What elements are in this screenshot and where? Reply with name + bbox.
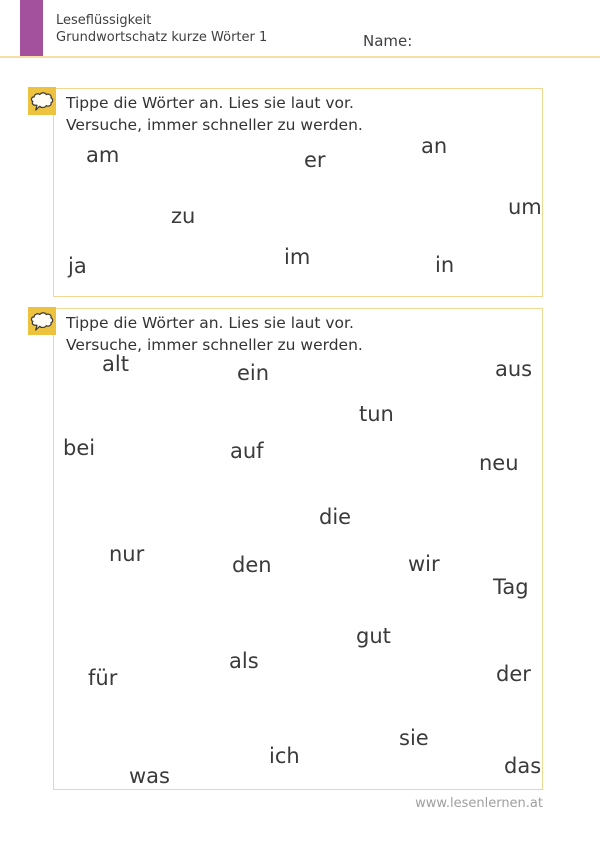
word-nur[interactable]: nur: [109, 542, 145, 566]
word-box-1: [53, 88, 543, 297]
speech-bubble-icon: [28, 307, 56, 335]
word-bei[interactable]: bei: [63, 436, 96, 460]
word-die[interactable]: die: [319, 505, 352, 529]
word-ich[interactable]: ich: [269, 744, 300, 768]
instruction-line-1: Tippe die Wörter an. Lies sie laut vor.: [66, 94, 354, 112]
instruction-line-2: Versuche, immer schneller zu werden.: [66, 336, 363, 354]
word-alt[interactable]: alt: [102, 352, 129, 376]
word-aus[interactable]: aus: [495, 357, 533, 381]
word-den[interactable]: den: [232, 553, 272, 577]
instruction-line-1: Tippe die Wörter an. Lies sie laut vor.: [66, 314, 354, 332]
word-im[interactable]: im: [284, 245, 311, 269]
word-ja[interactable]: ja: [68, 254, 87, 278]
word-Tag[interactable]: Tag: [493, 575, 529, 599]
word-der[interactable]: der: [496, 662, 531, 686]
word-was[interactable]: was: [129, 764, 170, 788]
word-neu[interactable]: neu: [479, 451, 519, 475]
word-wir[interactable]: wir: [408, 552, 440, 576]
word-field-2: [54, 309, 542, 789]
word-das[interactable]: das: [504, 754, 542, 778]
word-auf[interactable]: auf: [230, 439, 264, 463]
header-titles: [56, 12, 267, 46]
word-als[interactable]: als: [229, 649, 259, 673]
accent-bar: [20, 0, 43, 56]
word-er[interactable]: er: [304, 148, 326, 172]
word-zu[interactable]: zu: [171, 204, 196, 228]
word-in[interactable]: in: [435, 253, 455, 277]
instruction-line-2: Versuche, immer schneller zu werden.: [66, 116, 363, 134]
header-divider: [0, 56, 600, 58]
word-ein[interactable]: ein: [237, 361, 270, 385]
word-gut[interactable]: gut: [356, 624, 391, 648]
name-label: Name:: [363, 32, 413, 50]
word-tun[interactable]: tun: [359, 402, 394, 426]
word-am[interactable]: am: [86, 143, 120, 167]
worksheet-title: Grundwortschatz kurze Wörter 1: [56, 30, 268, 45]
speech-bubble-icon: [28, 87, 56, 115]
word-für[interactable]: für: [88, 666, 118, 690]
word-an[interactable]: an: [421, 134, 448, 158]
word-field-1: [54, 89, 542, 296]
worksheet-category: Leseflüssigkeit: [56, 13, 152, 28]
word-box-2: [53, 308, 543, 790]
word-um[interactable]: um: [508, 195, 542, 219]
word-sie[interactable]: sie: [399, 726, 429, 750]
website-link: www.lesenlernen.at: [415, 796, 543, 811]
